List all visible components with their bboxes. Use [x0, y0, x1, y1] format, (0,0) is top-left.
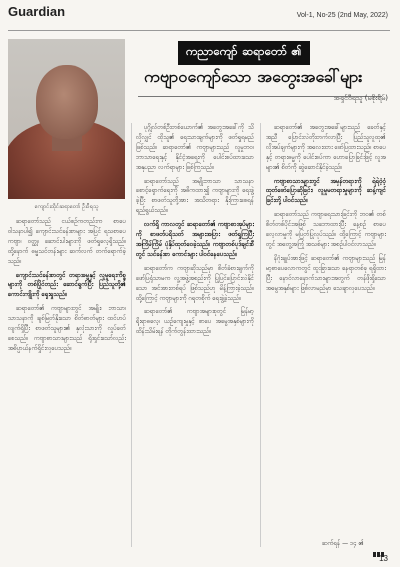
arrow-marks-icon: [372, 542, 386, 548]
head-shape: [36, 65, 98, 139]
article-paragraph: ဆရာတော်သည် ကဗျာရေးသားခြင်းကို ဘဝ၏ တစ်စိတ်တစ်ပိုင်းအဖြစ် သဘောထားပြီး နေ့စဉ် စာပေ လေ့လာမှုကို မပြတ်ပြုလုပ်သည်။ ထို့ကြောင့် ကဗျာများတွင် အတွေ့အကြုံ အသစ်များ အစဉ်ပါဝင်လာသည်။: [266, 211, 386, 248]
brand-logo: [8, 5, 65, 18]
page-number: 13: [379, 554, 388, 563]
masthead: [0, 0, 400, 30]
masthead-rule: [8, 30, 390, 31]
kicker: ကညာကျော် ဆရာတော် ၏: [178, 41, 310, 65]
article-paragraph: ကျောင်းသင်ခန်းစာတွင် တရားဓမ္မနှင့် လူမှုရေးကိစ္စများကို တစ်ပြိုင်တည်း ဆောင်ရွက်ပြီး ပြည်သူတို့၏ ကောင်းကျိုးကို ရှေးရှုသည်။: [8, 271, 126, 299]
article-paragraph: ဆရာတော်သည် ငယ်စဉ်ကတည်းက စာပေဝါသနာပါ၍ ကျောင်းသင်ခန်းစာများ အပြင် ရသစာပေ ကဗျာ၊ ဝတ္ထု၊ ဆောင်းပါးများကို ဖတ်ရှုလေ့ရှိသည်။ ထို့နောက် ဓမ္မသင်တန်းများ ဆက်လက် တက်ရောက်ခဲ့သည်။: [8, 218, 126, 265]
article-paragraph: ဆရာတော်သည် အမျိုးဘာသာ သာသနာ စောင့်ရှောက်ရေးကို အဓိကထား၍ ကဗျာများကို ရေးဖွဲ့ခဲ့ပြီး စာဖတ်သူတို့အား အသိတရား နိုးကြားစေရန် ရည်ရွယ်သည်။: [136, 177, 254, 215]
monk-portrait-photo: [8, 39, 125, 199]
article-paragraph: ဆရာတော်၏ ကဗျာများတွင် အမျိုး၊ ဘာသာ၊ သာသနာကို ချစ်မြတ်နိုးသော စိတ်ဓာတ်များ ထင်ဟပ်လျက်ရှိပြီး စာဖတ်သူများ၏ နှလုံးသားကို လှုပ်ခတ်စေသည်။ ကဗျာစာသားများသည် ရိုးရှင်းသော်လည်း အဓိပ္ပာယ်နက်ရှိုင်းလှပေသည်။: [8, 305, 126, 352]
article-column-1: [8, 217, 126, 546]
byline: အရှင်ဝီရသူ (မစိုးရိမ်): [333, 94, 388, 102]
article-paragraph: ဆရာတော်၏ အတွေးအခေါ်များသည် ခေတ်နှင့်အညီ ပြောင်းလဲတိုးတက်လာပြီး ပြည်သူလူထု၏ လိုအပ်ချက်များကို အလေးထား ဖော်ပြထားသည်။ စာပေနှင့် တရားဓမ္မကို ပေါင်းစပ်ကာ ဟောပြောခြင်းဖြင့် လူအများ၏ စိတ်ကို ဆွဲဆောင်နိုင်ခဲ့သည်။: [266, 124, 386, 171]
article-paragraph: ကဗျာစာသားများတွင် အမှန်တရားကို ရဲရဲဝံ့ဝံ့ ထုတ်ဖော်ပြောဆိုခြင်း၊ လူမှုမတရားမှုများကို ဆန့်ကျင်ခြင်းတို့ ပါဝင်သည်။: [266, 177, 386, 205]
article-column-3: [266, 123, 386, 547]
photo-caption: ကျောင်းထိုင်ဆရာတော် ဦးဝီရသူ: [34, 204, 99, 210]
article-paragraph: နိဂုံးချုပ်အားဖြင့် ဆရာတော်၏ ကဗျာများသည် မြန်မာ့စာပေလောကတွင် ထူးခြားသော နေရာတစ်ခု ရရှိထားပြီး နောင်လာနောက်သားများအတွက် တန်ဖိုးရှိသော အမွေအနှစ်များ ဖြစ်လာမည်မှာ သေချာလှပေသည်။: [266, 254, 386, 292]
article-column-2: [136, 123, 254, 547]
article-paragraph: လက်ရှိ ကာလတွင် ဆရာတော်၏ ကဗျာစာအုပ်များကို စာဖတ်ပရိသတ် အများအပြား ဖတ်ရှုကြပြီး အကြိမ်ကြိမ် ပုံနှိပ်ထုတ်ဝေခဲ့သည်။ ကဗျာတစ်ပုဒ်ချင်းစီတွင် သင်ခန်းစာ ကောင်းများ ပါဝင်နေပေသည်။: [136, 221, 254, 258]
article-paragraph: ဆရာတော်က ကဗျာဆိုသည်မှာ စိတ်ခံစားချက်ကို ဖော်ပြရုံသာမက လူ့အဖွဲ့အစည်းကို ပြုပြင်ပြောင်းလဲနိုင်သော အင်အားတစ်ရပ် ဖြစ်သည်ဟု မိန့်ကြားခဲ့သည်။ ထို့ကြောင့် ကဗျာများကို ဂရုတစိုက် ရေးဖွဲ့ခဲ့သည်။: [136, 264, 254, 302]
article-paragraph: ဆရာတော်၏ ကဗျာအများစုတွင် မြန်မာ့ ရိုးရာဓလေ့၊ ယဉ်ကျေးမှုနှင့် စာပေ အမွေအနှစ်များကို ထိန်းသိမ်းရန် တိုက်တွန်းထားသည်။: [136, 308, 254, 336]
issue-info: Vol-1, No-25 (2nd May, 2022): [296, 12, 388, 19]
column-divider: [131, 123, 132, 547]
continued-note: ဆက်ရန် — ၁၄ ၏: [321, 540, 364, 547]
article-paragraph: ပုဂ္ဂိုလ်တစ်ဦးတစ်ယောက်၏ အတွေးအခေါ်ကို သိလိုလျှင် ထိုသူ၏ ရေးသားချက်များကို ဖတ်ရှုရမည်ဖြစ်သည်။ ဆရာတော်၏ ကဗျာများသည် လူမှုဘဝ၊ ဘာသာရေးနှင့် နိုင်ငံ့အရေးကို ပေါင်းစပ်ထားသော အနုပညာ လက်ရာများ ဖြစ်ကြသည်။: [136, 124, 254, 171]
headline-block: [138, 39, 386, 117]
column-divider: [260, 123, 261, 547]
headline: ကဗျာဝကျော်သော အတွေးအခေါ်များ: [144, 67, 363, 86]
brand-name: Guardian: [8, 4, 66, 19]
